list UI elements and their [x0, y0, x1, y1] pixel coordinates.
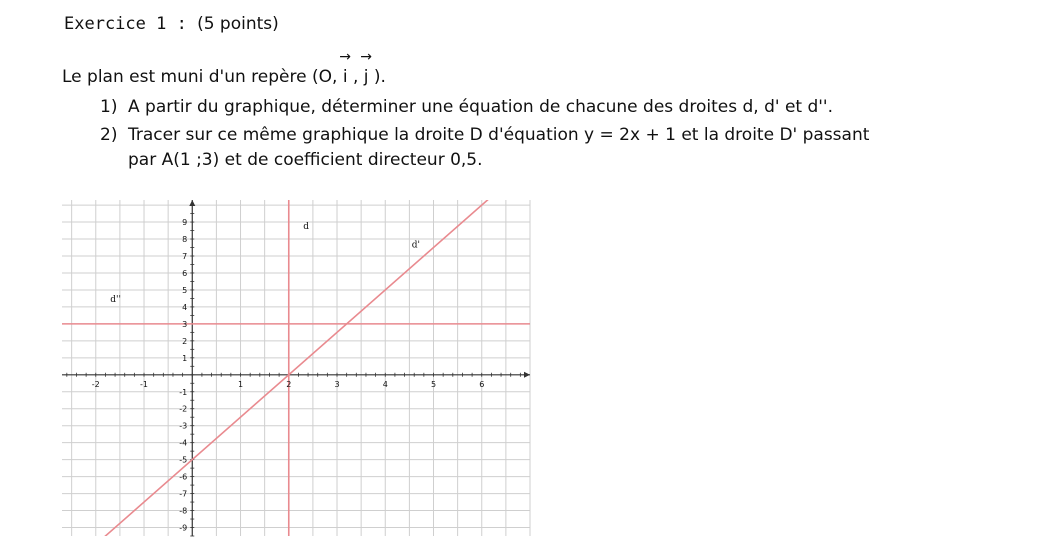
- y-tick-label: -1: [179, 387, 188, 397]
- vector-j-letter: j: [363, 67, 369, 87]
- y-tick-label: -4: [179, 438, 188, 448]
- exercise-title-text: Exercice 1 :: [64, 14, 187, 34]
- x-tick-label: 2: [286, 379, 292, 389]
- y-tick-label: -2: [179, 404, 188, 414]
- x-tick-label: 4: [382, 379, 388, 389]
- y-tick-label: 4: [182, 302, 188, 312]
- vector-i-arrow: →: [339, 49, 352, 65]
- line-dp: [62, 163, 530, 544]
- y-tick-label: -6: [179, 472, 188, 482]
- line-label-dpp: d'': [110, 294, 121, 305]
- exercise-points: (5 points): [197, 14, 279, 34]
- x-axis-arrow-icon: [524, 372, 530, 378]
- y-tick-label: 2: [182, 336, 188, 346]
- question-2-number: 2): [100, 125, 118, 145]
- intro-text-before: Le plan est muni d'un repère (O,: [62, 67, 343, 87]
- x-tick-label: 3: [334, 379, 340, 389]
- y-tick-label: -5: [179, 455, 188, 465]
- y-tick-label: 8: [182, 235, 188, 245]
- y-tick-label: 6: [182, 268, 188, 278]
- question-1-text: A partir du graphique, déterminer une équation de chacune des droites d, d' et d''.: [128, 97, 834, 117]
- intro-separator: ,: [347, 67, 364, 87]
- y-tick-label: -9: [179, 523, 188, 533]
- lines: [62, 163, 530, 544]
- y-tick-label: -3: [179, 421, 188, 431]
- y-tick-label: 9: [182, 218, 188, 228]
- question-2-text-line2: par A(1 ;3) et de coefficient directeur 0,5.: [128, 150, 483, 170]
- line-label-dp: d': [411, 240, 421, 251]
- y-tick-label: -8: [179, 506, 188, 516]
- x-tick-label: 5: [430, 379, 437, 389]
- x-tick-label: -1: [140, 379, 149, 389]
- intro-text-after: ).: [368, 67, 386, 87]
- y-tick-label: 7: [182, 252, 188, 261]
- y-tick-label: 1: [182, 353, 188, 363]
- line-label-d: d: [303, 221, 310, 232]
- y-tick-label: 5: [182, 285, 188, 295]
- question-1-number: 1): [100, 97, 118, 117]
- x-tick-label: 1: [237, 379, 244, 389]
- vector-i-letter: i: [342, 67, 348, 87]
- y-tick-label: -7: [179, 489, 188, 499]
- y-tick-label: 3: [182, 319, 188, 329]
- question-2-text-line1: Tracer sur ce même graphique la droite D d'équation y = 2x + 1 et la droite D' passant: [128, 125, 870, 145]
- vector-j-arrow: →: [360, 49, 372, 65]
- x-tick-label: 6: [479, 379, 485, 389]
- x-tick-label: -2: [91, 379, 100, 389]
